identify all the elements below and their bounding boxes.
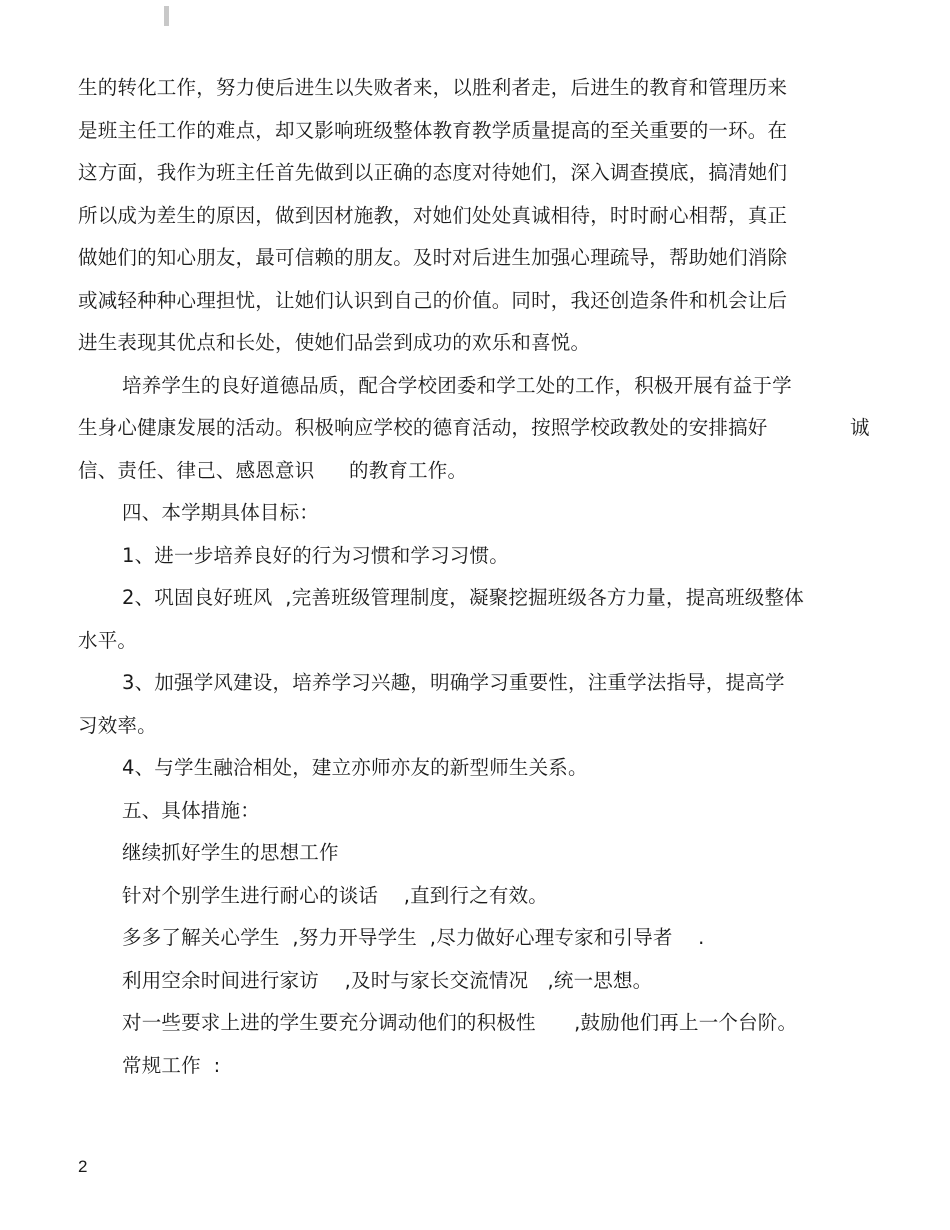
text-line: 对一些要求上进的学生要充分调动他们的积极性 ,鼓励他们再上一个台阶。 [122,1011,798,1034]
text-line: 做她们的知心朋友，最可信赖的朋友。及时对后进生加强心理疏导，帮助她们消除 [78,246,788,269]
text-line: 进生表现其优点和长处，使她们品尝到成功的欢乐和喜悦。 [78,331,591,354]
text-line: 这方面，我作为班主任首先做到以正确的态度对待她们，深入调查摸底，搞清她们 [78,161,788,184]
paragraph-first-line: 培养学生的良好道德品质，配合学校团委和学工处的工作，积极开展有益于学 [122,374,792,397]
list-item-continuation: 水平。 [78,629,138,652]
text-line: 信、责任、律己、感恩意识 [78,459,315,482]
text-line: 是班主任工作的难点，却又影响班级整体教育教学质量提高的至关重要的一环。在 [78,119,788,142]
text-line: 多多了解关心学生 ,努力开导学生 ,尽力做好心理专家和引导者 . [122,926,705,949]
text-line: 利用空余时间进行家访 ,及时与家长交流情况 ,统一思想。 [122,969,653,992]
text-fragment: 的教育工作。 [349,459,468,482]
text-line: 或减轻种种心理担忧，让她们认识到自己的价值。同时，我还创造条件和机会让后 [78,289,788,312]
text-line: 生身心健康发展的活动。积极响应学校的德育活动，按照学校政教处的安排搞好 [78,416,768,439]
list-item-continuation: 习效率。 [78,714,157,737]
list-item: 2、巩固良好班风 ,完善班级管理制度，凝聚挖掘班级各方力量，提高班级整体 [122,586,804,609]
text-fragment: 诚 [850,416,870,439]
page-number: 2 [78,1157,88,1176]
text-line: 继续抓好学生的思想工作 [122,841,339,864]
text-line: 针对个别学生进行耐心的谈话 ,直到行之有效。 [122,884,548,907]
list-item: 1、进一步培养良好的行为习惯和学习习惯。 [122,544,509,567]
section-heading: 五、具体措施： [122,799,260,822]
list-item: 3、加强学风建设，培养学习兴趣，明确学习重要性，注重学法指导，提高学 [122,671,785,694]
section-heading: 四、本学期具体目标： [122,501,320,524]
text-line: 所以成为差生的原因，做到因材施教，对她们处处真诚相待，时时耐心相帮，真正 [78,204,788,227]
page-edge-mark [164,6,169,26]
list-item: 4、与学生融洽相处，建立亦师亦友的新型师生关系。 [122,756,588,779]
text-line: 生的转化工作，努力使后进生以失败者来，以胜利者走，后进生的教育和管理历来 [78,76,788,99]
text-line: 常规工作 : [122,1054,221,1077]
